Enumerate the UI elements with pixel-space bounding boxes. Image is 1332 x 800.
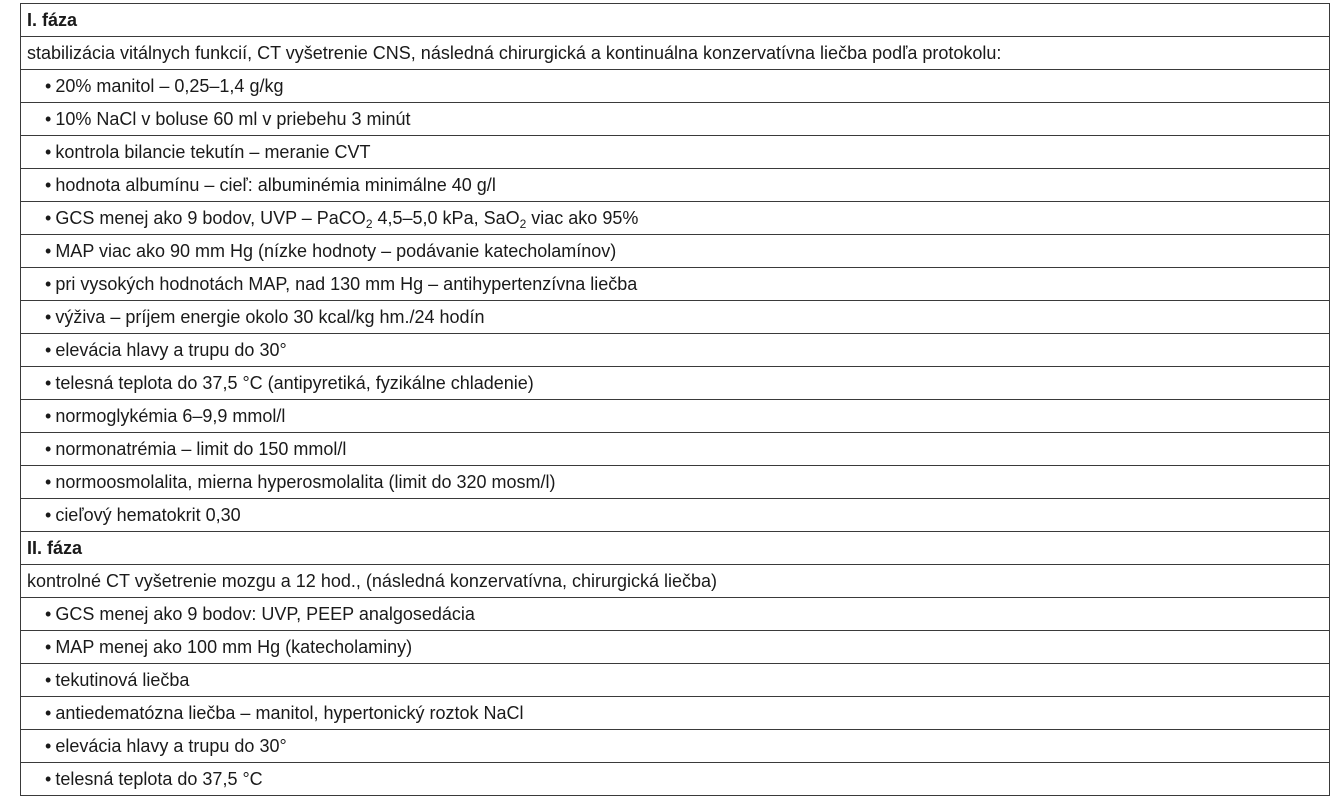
list-item [21, 466, 1330, 499]
list-item-text: MAP menej ako 100 mm Hg (katecholaminy) [55, 637, 413, 657]
list-item-text: výživa – príjem energie okolo 30 kcal/kg hm./24 hodín [55, 307, 485, 327]
list-item-text: 20% manitol – 0,25–1,4 g/kg [55, 76, 284, 96]
list-item-text: normonatrémia – limit do 150 mmol/l [55, 439, 347, 459]
bullet-glyph: • [45, 307, 52, 327]
bullet-glyph: • [45, 769, 52, 789]
list-item [21, 334, 1330, 367]
bullet-glyph: • [45, 736, 52, 756]
list-item-text: hodnota albumínu – cieľ: albuminémia minimálne 40 g/l [55, 175, 496, 195]
list-item-text: antiedematózna liečba – manitol, hypertonický roztok NaCl [55, 703, 524, 723]
bullet-glyph: • [45, 373, 52, 393]
list-item [21, 400, 1330, 433]
list-item [21, 631, 1330, 664]
bullet-glyph: • [45, 76, 52, 96]
subscript: 2 [365, 217, 373, 231]
bullet-glyph: • [45, 406, 52, 426]
list-item [21, 499, 1330, 532]
phase-2-description-row [21, 565, 1330, 598]
list-item-text: normoosmolalita, mierna hyperosmolalita (limit do 320 mosm/l) [55, 472, 556, 492]
list-item-text: MAP viac ako 90 mm Hg (nízke hodnoty – podávanie katecholamínov) [55, 241, 617, 261]
bullet-glyph: • [45, 175, 52, 195]
list-item [21, 169, 1330, 202]
phase-1-description-row [21, 37, 1330, 70]
list-item [21, 103, 1330, 136]
list-item [21, 268, 1330, 301]
bullet-glyph: • [45, 472, 52, 492]
bullet-glyph: • [45, 505, 52, 525]
bullet-glyph: • [45, 604, 52, 624]
list-item-text-part: 4,5–5,0 kPa, SaO [372, 208, 520, 228]
protocol-table [20, 3, 1330, 796]
list-item [21, 730, 1330, 763]
bullet-glyph: • [45, 208, 52, 228]
bullet-glyph: • [45, 439, 52, 459]
list-item [21, 136, 1330, 169]
list-item [21, 301, 1330, 334]
list-item-text: elevácia hlavy a trupu do 30° [55, 340, 287, 360]
bullet-glyph: • [45, 109, 52, 129]
phase-2-header-row [21, 532, 1330, 565]
phase-1-header-row [21, 4, 1330, 37]
protocol-table-wrapper [20, 3, 1330, 796]
list-item [21, 598, 1330, 631]
list-item [21, 367, 1330, 400]
phase-2-description: kontrolné CT vyšetrenie mozgu a 12 hod., (následná konzervatívna, chirurgická liečba) [21, 565, 1330, 598]
bullet-glyph: • [45, 340, 52, 360]
bullet-glyph: • [45, 142, 52, 162]
subscript: 2 [519, 217, 527, 231]
bullet-glyph: • [45, 241, 52, 261]
list-item [21, 763, 1330, 796]
list-item-text: 10% NaCl v boluse 60 ml v priebehu 3 minút [55, 109, 411, 129]
bullet-glyph: • [45, 274, 52, 294]
list-item-text: tekutinová liečba [55, 670, 190, 690]
list-item-text-part: GCS menej ako 9 bodov, UVP – PaCO [55, 208, 366, 228]
phase-1-title: I. fáza [21, 4, 1330, 37]
list-item-text: telesná teplota do 37,5 °C [55, 769, 263, 789]
list-item [21, 664, 1330, 697]
bullet-glyph: • [45, 637, 52, 657]
list-item-text: telesná teplota do 37,5 °C (antipyretiká, fyzikálne chladenie) [55, 373, 534, 393]
list-item [21, 235, 1330, 268]
bullet-glyph: • [45, 670, 52, 690]
list-item-text: cieľový hematokrit 0,30 [55, 505, 241, 525]
phase-1-description: stabilizácia vitálnych funkcií, CT vyšetrenie CNS, následná chirurgická a kontinuálna konzervatívna liečba podľa protokolu: [21, 37, 1330, 70]
list-item-text: elevácia hlavy a trupu do 30° [55, 736, 287, 756]
list-item [21, 70, 1330, 103]
list-item [21, 697, 1330, 730]
phase-2-title: II. fáza [21, 532, 1330, 565]
list-item-text: pri vysokých hodnotách MAP, nad 130 mm Hg – antihypertenzívna liečba [55, 274, 638, 294]
list-item [21, 202, 1330, 235]
list-item-text-part: viac ako 95% [526, 208, 639, 228]
list-item-text: GCS menej ako 9 bodov: UVP, PEEP analgosedácia [55, 604, 475, 624]
bullet-glyph: • [45, 703, 52, 723]
list-item [21, 433, 1330, 466]
list-item-text: normoglykémia 6–9,9 mmol/l [55, 406, 286, 426]
list-item-text: kontrola bilancie tekutín – meranie CVT [55, 142, 371, 162]
